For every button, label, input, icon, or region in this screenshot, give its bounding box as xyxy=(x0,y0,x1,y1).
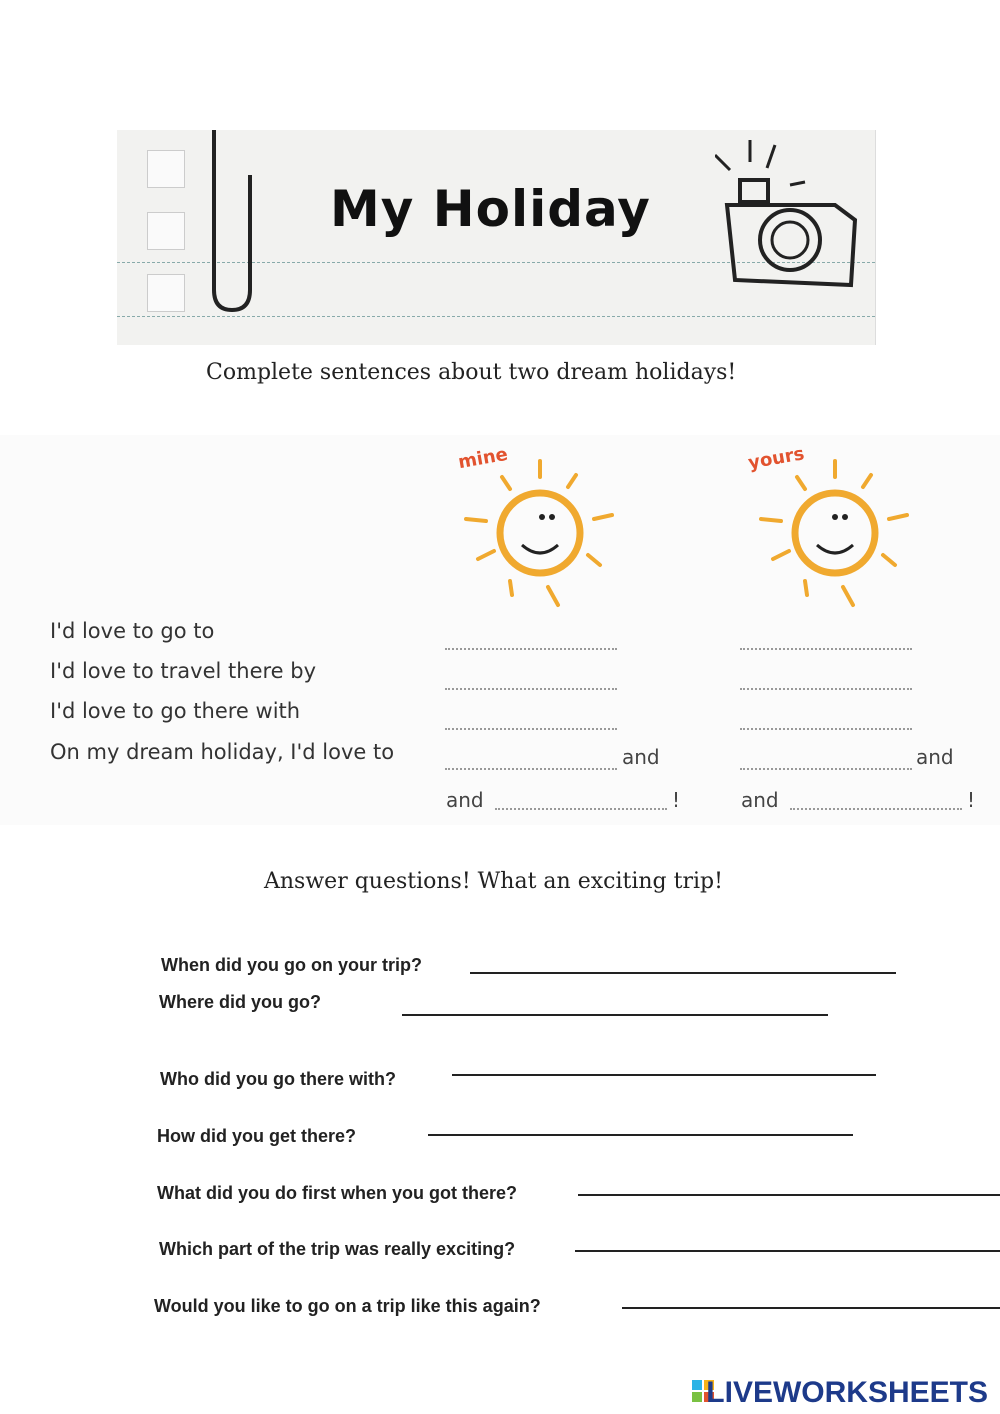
prompt-travel-by: I'd love to travel there by xyxy=(50,659,317,683)
exclamation-mark: ! xyxy=(967,788,976,812)
paperclip-icon xyxy=(202,130,262,315)
answer-line-exciting[interactable] xyxy=(575,1250,1000,1252)
question-exciting: Which part of the trip was really exciting? xyxy=(159,1239,516,1259)
column-label-yours: yours xyxy=(746,443,806,474)
sun-icon xyxy=(460,455,620,610)
and-word: and xyxy=(741,788,779,812)
blank-yours-activity-2[interactable] xyxy=(790,808,962,810)
brand-logo-text: LIVEWORKSHEETS xyxy=(706,1376,988,1409)
answer-line-when[interactable] xyxy=(470,972,896,974)
blank-yours-travel-by[interactable] xyxy=(740,688,912,690)
blank-mine-go-with[interactable] xyxy=(445,728,617,730)
answer-line-again[interactable] xyxy=(622,1307,1000,1309)
prompt-go-with: I'd love to go there with xyxy=(50,699,301,723)
binder-hole xyxy=(147,274,185,312)
column-label-mine: mine xyxy=(456,443,510,474)
sun-icon xyxy=(755,455,915,610)
and-word: and xyxy=(622,745,660,769)
ruled-line xyxy=(117,316,875,317)
section1-heading: Complete sentences about two dream holidays! xyxy=(206,360,737,385)
blank-yours-go-to[interactable] xyxy=(740,648,912,650)
question-who: Who did you go there with? xyxy=(160,1069,396,1089)
blank-yours-activity-1[interactable] xyxy=(740,768,912,770)
question-again: Would you like to go on a trip like this again? xyxy=(154,1296,541,1316)
blank-mine-activity-1[interactable] xyxy=(445,768,617,770)
binder-hole xyxy=(147,150,185,188)
question-first: What did you do first when you got there? xyxy=(157,1183,517,1203)
camera-icon xyxy=(715,140,860,295)
answer-line-where[interactable] xyxy=(402,1014,828,1016)
section2-heading: Answer questions! What an exciting trip! xyxy=(264,869,723,894)
question-when: When did you go on your trip? xyxy=(161,955,422,975)
and-word: and xyxy=(446,788,484,812)
question-where: Where did you go? xyxy=(159,992,321,1012)
blank-mine-travel-by[interactable] xyxy=(445,688,617,690)
and-word: and xyxy=(916,745,954,769)
answer-line-who[interactable] xyxy=(452,1074,876,1076)
binder-hole xyxy=(147,212,185,250)
prompt-dream-activity: On my dream holiday, I'd love to xyxy=(50,740,395,764)
blank-mine-go-to[interactable] xyxy=(445,648,617,650)
blank-mine-activity-2[interactable] xyxy=(495,808,667,810)
answer-line-how[interactable] xyxy=(428,1134,853,1136)
exclamation-mark: ! xyxy=(672,788,681,812)
blank-yours-go-with[interactable] xyxy=(740,728,912,730)
prompt-go-to: I'd love to go to xyxy=(50,619,215,643)
answer-line-first[interactable] xyxy=(578,1194,1000,1196)
page-title: My Holiday xyxy=(330,180,651,238)
question-how: How did you get there? xyxy=(157,1126,357,1146)
